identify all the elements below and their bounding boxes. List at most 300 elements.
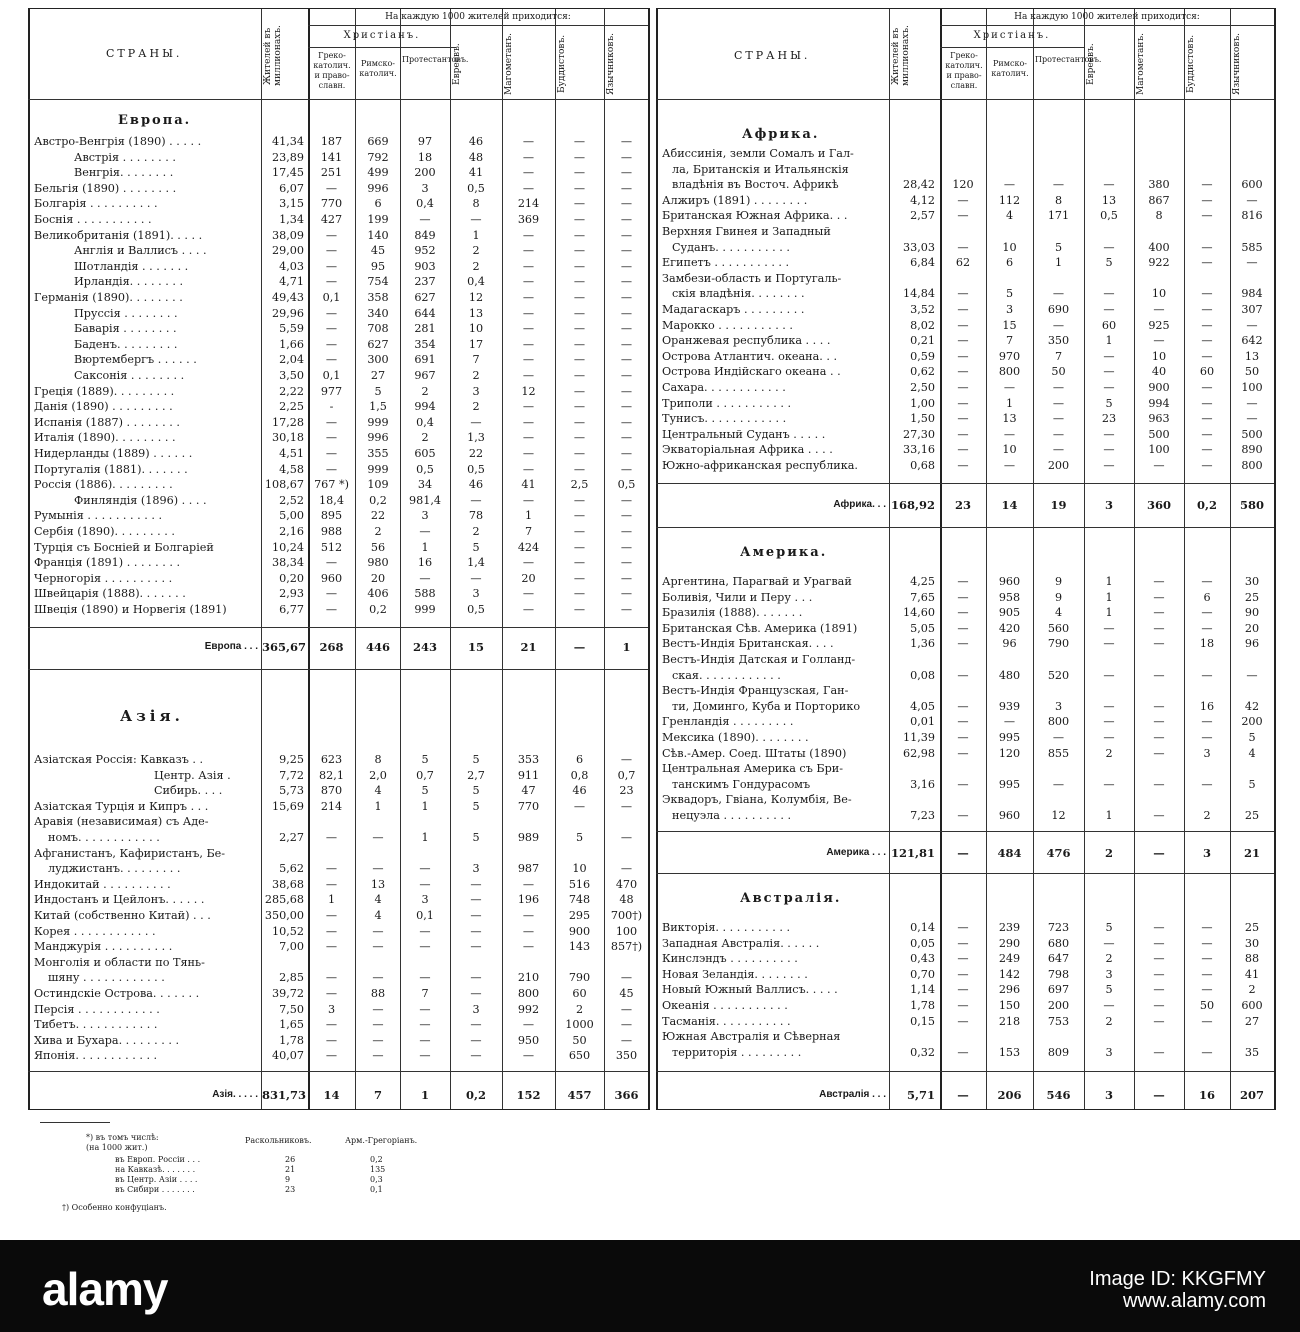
roman-header: Римско-католич. (359, 59, 397, 78)
cell-roman: — (372, 971, 384, 985)
cell-buddhists: — (573, 431, 586, 445)
cell-population: 8,02 (910, 318, 935, 332)
cell-muslims: 800 (517, 987, 540, 1000)
cell-buddhists: — (1201, 178, 1213, 192)
cell-country: Британская Сѣв. Америка (1891) (662, 621, 858, 635)
cell-prot: — (1052, 427, 1065, 441)
cell-population: 4,25 (910, 575, 935, 588)
table-row (28, 166, 650, 180)
cell-jews: — (1103, 178, 1115, 192)
christians-header: Христіанъ. (343, 30, 421, 41)
cell-jews: 3 (472, 862, 480, 876)
cell-population: 5,73 (279, 784, 304, 798)
cell-jews: — (1103, 427, 1115, 441)
cell-greco: — (325, 275, 338, 289)
cell-country: Британская Южная Африка. . . (662, 209, 848, 223)
roman-header-right: Римско-католич. (991, 59, 1029, 78)
cell-jews: — (470, 971, 482, 985)
cell-greco: 977 (320, 384, 343, 398)
total-buddhists: — (573, 640, 586, 654)
cell-population: 2,22 (279, 384, 304, 398)
table-row (656, 575, 1276, 589)
total-buddhists: 3 (1202, 846, 1211, 860)
cell-jews: 60 (1101, 318, 1117, 332)
cell-country: Данія (1890) . . . . . . . . . (34, 400, 173, 414)
cell-prot: 200 (414, 166, 436, 180)
cell-roman: 480 (998, 668, 1021, 682)
cell-pagans: — (620, 753, 633, 766)
cell-population: 3,15 (279, 197, 304, 211)
america-section-title: Америка. (740, 545, 828, 560)
footnote-armgreg: 0,3 (370, 1175, 383, 1184)
cell-country: Испанія (1887) . . . . . . . . (34, 415, 180, 429)
cell-population: 41,34 (271, 135, 304, 148)
cell-roman: 88 (370, 987, 386, 1000)
cell-muslims: — (522, 1049, 535, 1063)
table-row (28, 1018, 650, 1032)
table-row (656, 225, 1276, 239)
cell-pagans: 816 (1241, 209, 1263, 223)
cell-jews: — (1103, 715, 1115, 729)
cell-country: Финляндія (1896) . . . . (74, 493, 207, 507)
cell-roman: 5 (1005, 287, 1014, 301)
cell-prot: — (419, 1002, 431, 1016)
cell-buddhists: — (573, 556, 586, 570)
cell-prot: 354 (414, 337, 436, 351)
cell-jews: 1 (472, 228, 480, 242)
cell-muslims: 867 (1148, 193, 1170, 207)
cell-muslims: 210 (517, 971, 540, 985)
cell-buddhists: — (1201, 606, 1213, 620)
cell-greco: — (325, 971, 338, 985)
cell-greco: 141 (320, 150, 343, 164)
total-jews: 3 (1104, 1088, 1113, 1102)
cell-jews: 0,5 (467, 603, 485, 616)
total-jews: 2 (1104, 846, 1113, 860)
cell-muslims: — (1153, 637, 1165, 651)
total-greco: 23 (954, 498, 971, 512)
cell-prot: — (419, 571, 431, 585)
cell-greco: — (957, 699, 969, 713)
cell-prot: 967 (414, 369, 436, 382)
cell-population: 5,62 (279, 862, 304, 876)
cell-jews: 5 (472, 831, 480, 844)
cell-country: Западная Австралія. . . . . . (662, 936, 820, 950)
cell-greco: — (325, 940, 338, 954)
cell-pagans: 45 (619, 987, 634, 1000)
cell-buddhists: 3 (1203, 746, 1211, 760)
total-greco: — (957, 846, 969, 860)
cell-pagans: 30 (1244, 575, 1260, 588)
cell-country: ла, Британскія и Итальянскія (672, 162, 849, 176)
cell-country: Греція (1889). . . . . . . . . (34, 384, 175, 398)
cell-jews: 22 (468, 447, 484, 460)
cell-prot: — (419, 1033, 431, 1047)
cell-buddhists: — (1201, 443, 1213, 457)
cell-buddhists: — (1201, 396, 1213, 410)
cell-pagans: — (620, 587, 633, 601)
cell-prot: 34 (417, 478, 433, 492)
watermark-id (1089, 1268, 1266, 1312)
cell-jews: 2 (472, 244, 480, 258)
total-roman: 14 (1001, 498, 1018, 512)
buddhists-header-right: Буддистовъ. (1186, 34, 1196, 94)
table-row (656, 272, 1276, 286)
cell-pagans: — (620, 369, 633, 382)
cell-country: Эквадоръ, Гвіана, Колумбія, Ве- (662, 793, 852, 807)
cell-pagans: — (620, 322, 633, 336)
jews-header: Евреевъ. (452, 43, 462, 85)
table-row (28, 831, 650, 845)
cell-jews: 3 (1105, 1045, 1113, 1059)
cell-prot: 952 (414, 244, 436, 258)
cell-country: Вестъ-Индія Датская и Голланд- (662, 653, 856, 666)
cell-country: шяну . . . . . . . . . . . . (48, 971, 165, 985)
cell-greco: 62 (955, 256, 971, 270)
cell-buddhists: 6 (575, 753, 584, 766)
cell-population: 0,59 (910, 349, 935, 363)
cell-greco: — (957, 777, 969, 791)
cell-country: Острова Индійскаго океана . . (662, 365, 841, 379)
cell-population: 33,03 (902, 240, 935, 254)
table-row (656, 209, 1276, 223)
cell-country: Острова Атлантич. океана. . . (662, 349, 838, 363)
table-row (656, 715, 1276, 729)
table-row (28, 971, 650, 985)
cell-buddhists: 60 (572, 987, 587, 1000)
cell-roman: 1,5 (369, 400, 387, 414)
total-country: Африка. . . (833, 499, 886, 510)
cell-prot: 12 (1051, 809, 1066, 822)
cell-jews: — (470, 1018, 482, 1032)
cell-muslims: — (522, 462, 535, 476)
cell-roman: 218 (998, 1014, 1021, 1028)
cell-pagans: 20 (1244, 621, 1260, 635)
cell-population: 0,70 (910, 967, 935, 981)
cell-pagans: — (620, 353, 633, 367)
table-row (656, 793, 1276, 807)
cell-country: Суданъ. . . . . . . . . . . (672, 240, 790, 254)
cell-prot: 753 (1047, 1014, 1070, 1028)
total-row (28, 639, 650, 655)
cell-pagans: 25 (1244, 809, 1260, 822)
cell-muslims: 353 (517, 753, 540, 766)
cell-country: Южная Австралія и Сѣверная (662, 1030, 841, 1044)
total-country: Азія. . . . . (212, 1089, 258, 1100)
footnote-raskol: 9 (285, 1175, 291, 1184)
cell-buddhists: — (573, 603, 586, 616)
cell-prot: — (1052, 178, 1065, 192)
table-row (28, 322, 650, 336)
cell-greco: — (957, 637, 969, 651)
buddhists-header: Буддистовъ. (557, 34, 567, 94)
cell-buddhists: 6 (1203, 590, 1211, 604)
table-row (28, 1003, 650, 1017)
cell-prot: 0,1 (416, 909, 434, 922)
cell-jews: — (470, 415, 482, 429)
cell-pagans: — (620, 509, 633, 523)
cell-roman: 2,0 (369, 768, 387, 782)
cell-pagans: — (620, 1018, 633, 1032)
table-row (28, 197, 650, 211)
cell-muslims: — (522, 556, 535, 570)
cell-muslims: 987 (517, 862, 540, 876)
table-row (28, 753, 650, 767)
cell-prot: 5 (421, 753, 429, 766)
cell-jews: — (1103, 621, 1115, 635)
cell-prot: 3 (421, 509, 429, 523)
table-row (28, 556, 650, 570)
cell-jews: 7 (472, 353, 480, 367)
table-row (656, 319, 1276, 333)
table-row (28, 847, 650, 861)
cell-roman: 340 (367, 306, 389, 320)
cell-roman: — (372, 1033, 384, 1047)
cell-country: территорія . . . . . . . . . (672, 1045, 802, 1059)
cell-roman: 355 (367, 447, 389, 460)
cell-pagans: 585 (1241, 240, 1263, 254)
cell-muslims: 900 (1148, 381, 1170, 394)
cell-muslims: — (522, 924, 535, 938)
table-row (656, 381, 1276, 395)
cell-roman: 0,2 (369, 603, 387, 616)
cell-greco: 512 (320, 540, 343, 554)
total-population: 365,67 (262, 640, 307, 654)
cell-jews: 0,5 (467, 462, 485, 476)
cell-country: Замбези-область и Португаль- (662, 271, 842, 285)
cell-greco: — (325, 1018, 338, 1032)
cell-roman: 8 (374, 753, 382, 766)
cell-muslims: — (1153, 334, 1165, 348)
cell-buddhists: — (573, 384, 586, 398)
cell-greco: — (957, 396, 969, 410)
cell-pagans: 600 (1241, 999, 1263, 1012)
cell-population: 62,98 (902, 746, 935, 760)
cell-country: Турція съ Босніей и Болгаріей (34, 540, 214, 554)
cell-buddhists: — (573, 400, 586, 414)
cell-jews: 3 (1105, 967, 1113, 981)
cell-buddhists: — (1201, 459, 1213, 472)
asia-section-title: Азія. (120, 707, 184, 725)
cell-muslims: 12 (521, 384, 536, 398)
cell-roman: 5 (374, 384, 382, 398)
total-row (656, 497, 1276, 513)
cell-country: Кинслэндъ . . . . . . . . . . (662, 952, 798, 966)
cell-pagans: — (1246, 318, 1258, 332)
cell-population: 0,15 (910, 1014, 935, 1028)
cell-population: 2,50 (910, 381, 935, 394)
cell-greco: — (957, 983, 969, 997)
cell-jews: 46 (468, 135, 484, 148)
cell-pagans: 42 (1244, 699, 1260, 713)
footnote-region: въ Сибири . . . . . . . (115, 1185, 195, 1194)
cell-country: Ирландія. . . . . . . . (74, 275, 184, 289)
cell-greco: 187 (320, 135, 343, 148)
cell-prot: 97 (417, 135, 433, 148)
cell-population: 23,89 (271, 150, 304, 164)
cell-greco: 427 (320, 213, 343, 226)
cell-country: Франція (1891) . . . . . . . . (34, 556, 181, 570)
table-row (28, 213, 650, 227)
cell-population: 2,52 (279, 493, 304, 507)
cell-country: Абиссинія, земли Сомалъ и Гал- (662, 147, 854, 160)
total-pagans: 366 (614, 1088, 639, 1102)
cell-greco: — (325, 431, 338, 445)
cell-muslims: — (522, 275, 535, 289)
cell-buddhists: 516 (568, 877, 591, 891)
cell-population: 38,09 (271, 228, 304, 242)
cell-pagans: 470 (615, 877, 638, 891)
cell-greco: — (325, 1033, 338, 1047)
cell-buddhists: — (573, 150, 586, 164)
cell-muslims: — (522, 415, 535, 429)
cell-muslims: 770 (517, 799, 540, 813)
cell-pagans: — (620, 400, 633, 414)
cell-greco: — (325, 877, 338, 891)
cell-population: 2,27 (279, 831, 304, 844)
cell-roman: — (372, 1002, 384, 1016)
cell-muslims: — (522, 181, 535, 195)
cell-roman: 20 (370, 571, 386, 585)
table-row (28, 353, 650, 367)
cell-muslims: 7 (524, 525, 533, 538)
cell-muslims: — (1153, 731, 1165, 744)
table-row (656, 700, 1276, 714)
cell-population: 10,52 (271, 924, 304, 938)
cell-muslims: 424 (517, 540, 540, 554)
cell-pagans: — (620, 493, 633, 507)
total-row (656, 845, 1276, 861)
europe-section-title: Европа. (118, 113, 192, 128)
muslims-header: Магометанъ. (504, 33, 514, 95)
cell-prot: 9 (1054, 590, 1063, 604)
cell-roman: 199 (367, 213, 389, 226)
cell-buddhists: — (573, 337, 586, 351)
table-row (28, 135, 650, 149)
cell-greco: — (957, 303, 969, 316)
cell-country: Вюртембергъ . . . . . . (74, 353, 197, 367)
cell-country: луджистанъ. . . . . . . . . (48, 862, 181, 876)
cell-country: Центр. Азія . (154, 768, 231, 782)
cell-pagans: — (620, 181, 633, 195)
cell-prot: — (419, 924, 431, 938)
cell-jews: 0,5 (467, 181, 485, 195)
total-row (656, 1087, 1276, 1103)
cell-roman: 2 (374, 525, 382, 538)
cell-roman: 406 (367, 587, 389, 601)
cell-pagans: — (1246, 412, 1258, 426)
cell-population: 5,59 (279, 322, 304, 336)
cell-population: 0,01 (910, 715, 935, 729)
cell-greco: 870 (320, 784, 343, 798)
cell-pagans: 642 (1241, 334, 1263, 348)
cell-pagans: — (620, 799, 633, 813)
table-row (656, 591, 1276, 605)
cell-population: 0,20 (279, 571, 304, 585)
cell-muslims: 40 (1151, 365, 1167, 379)
cell-jews: 5 (1105, 983, 1113, 997)
cell-pagans: — (620, 971, 633, 985)
cell-population: 0,68 (910, 459, 935, 472)
cell-roman: 3 (1005, 303, 1014, 316)
cell-prot: 0,4 (416, 415, 434, 429)
cell-prot: 849 (414, 228, 436, 242)
table-row (28, 815, 650, 829)
cell-buddhists: — (1201, 936, 1213, 950)
population-header-right: Жителей въ миллионахъ. (891, 25, 911, 87)
cell-pagans: — (620, 525, 633, 538)
cell-country: Тасманія. . . . . . . . . . . (662, 1014, 791, 1028)
cell-greco: 18,4 (319, 493, 344, 507)
total-pagans: 21 (1243, 846, 1260, 860)
cell-population: 14,60 (902, 606, 935, 620)
cell-pagans: 50 (1244, 365, 1260, 379)
cell-roman: — (1003, 459, 1016, 472)
cell-pagans: 35 (1244, 1045, 1260, 1059)
cell-roman: 109 (367, 478, 389, 492)
cell-greco: — (957, 967, 969, 981)
cell-country: Индокитай . . . . . . . . . . (34, 877, 171, 891)
greco-header: Греко-католич. и право-славн. (313, 51, 351, 90)
cell-greco: — (325, 244, 338, 258)
cell-greco: 0,1 (322, 291, 341, 304)
cell-greco: — (957, 999, 969, 1012)
prot-header: Протестантовъ. (402, 55, 469, 64)
cell-country: Новый Южный Валлисъ. . . . . (662, 983, 838, 997)
cell-roman: 960 (998, 809, 1021, 822)
cell-prot: 798 (1047, 967, 1070, 981)
cell-country: танскимъ Гондурасомъ (672, 777, 811, 791)
cell-pagans: 27 (1244, 1014, 1260, 1028)
cell-jews: 2 (1105, 952, 1113, 966)
cell-population: 285,68 (264, 893, 304, 907)
cell-greco: - (329, 400, 334, 414)
cell-muslims: — (1153, 921, 1165, 934)
cell-prot: 691 (414, 353, 436, 367)
cell-pagans: — (620, 862, 633, 876)
table-row (656, 778, 1276, 792)
total-population: 831,73 (262, 1088, 307, 1102)
cell-pagans: — (620, 291, 633, 304)
cell-greco: 3 (327, 1002, 336, 1016)
cell-prot: 560 (1047, 621, 1070, 635)
cell-muslims: — (1153, 715, 1165, 729)
cell-jews: — (1103, 777, 1115, 791)
cell-buddhists: — (573, 509, 586, 523)
cell-buddhists: 46 (572, 784, 587, 798)
table-row (28, 182, 650, 196)
cell-roman: 153 (998, 1045, 1021, 1059)
total-greco: 14 (323, 1088, 340, 1102)
table-row (656, 147, 1276, 161)
cell-jews: 41 (468, 166, 484, 180)
cell-pagans: — (1246, 396, 1258, 410)
total-roman: 484 (997, 846, 1022, 860)
total-muslims: 360 (1146, 498, 1171, 512)
cell-country: Мадагаскаръ . . . . . . . . . (662, 303, 805, 316)
cell-jews: — (1103, 349, 1115, 363)
total-prot: 1 (420, 1088, 429, 1102)
pagans-header-right: Язычниковъ. (1232, 33, 1242, 95)
cell-prot: 200 (1047, 459, 1070, 472)
cell-jews: — (470, 893, 482, 907)
cell-jews: 13 (468, 306, 484, 320)
table-row (656, 1030, 1276, 1044)
cell-roman: 150 (998, 999, 1021, 1012)
cell-buddhists: — (573, 369, 586, 382)
cell-population: 9,25 (279, 753, 304, 766)
cell-muslims: — (1153, 590, 1165, 604)
